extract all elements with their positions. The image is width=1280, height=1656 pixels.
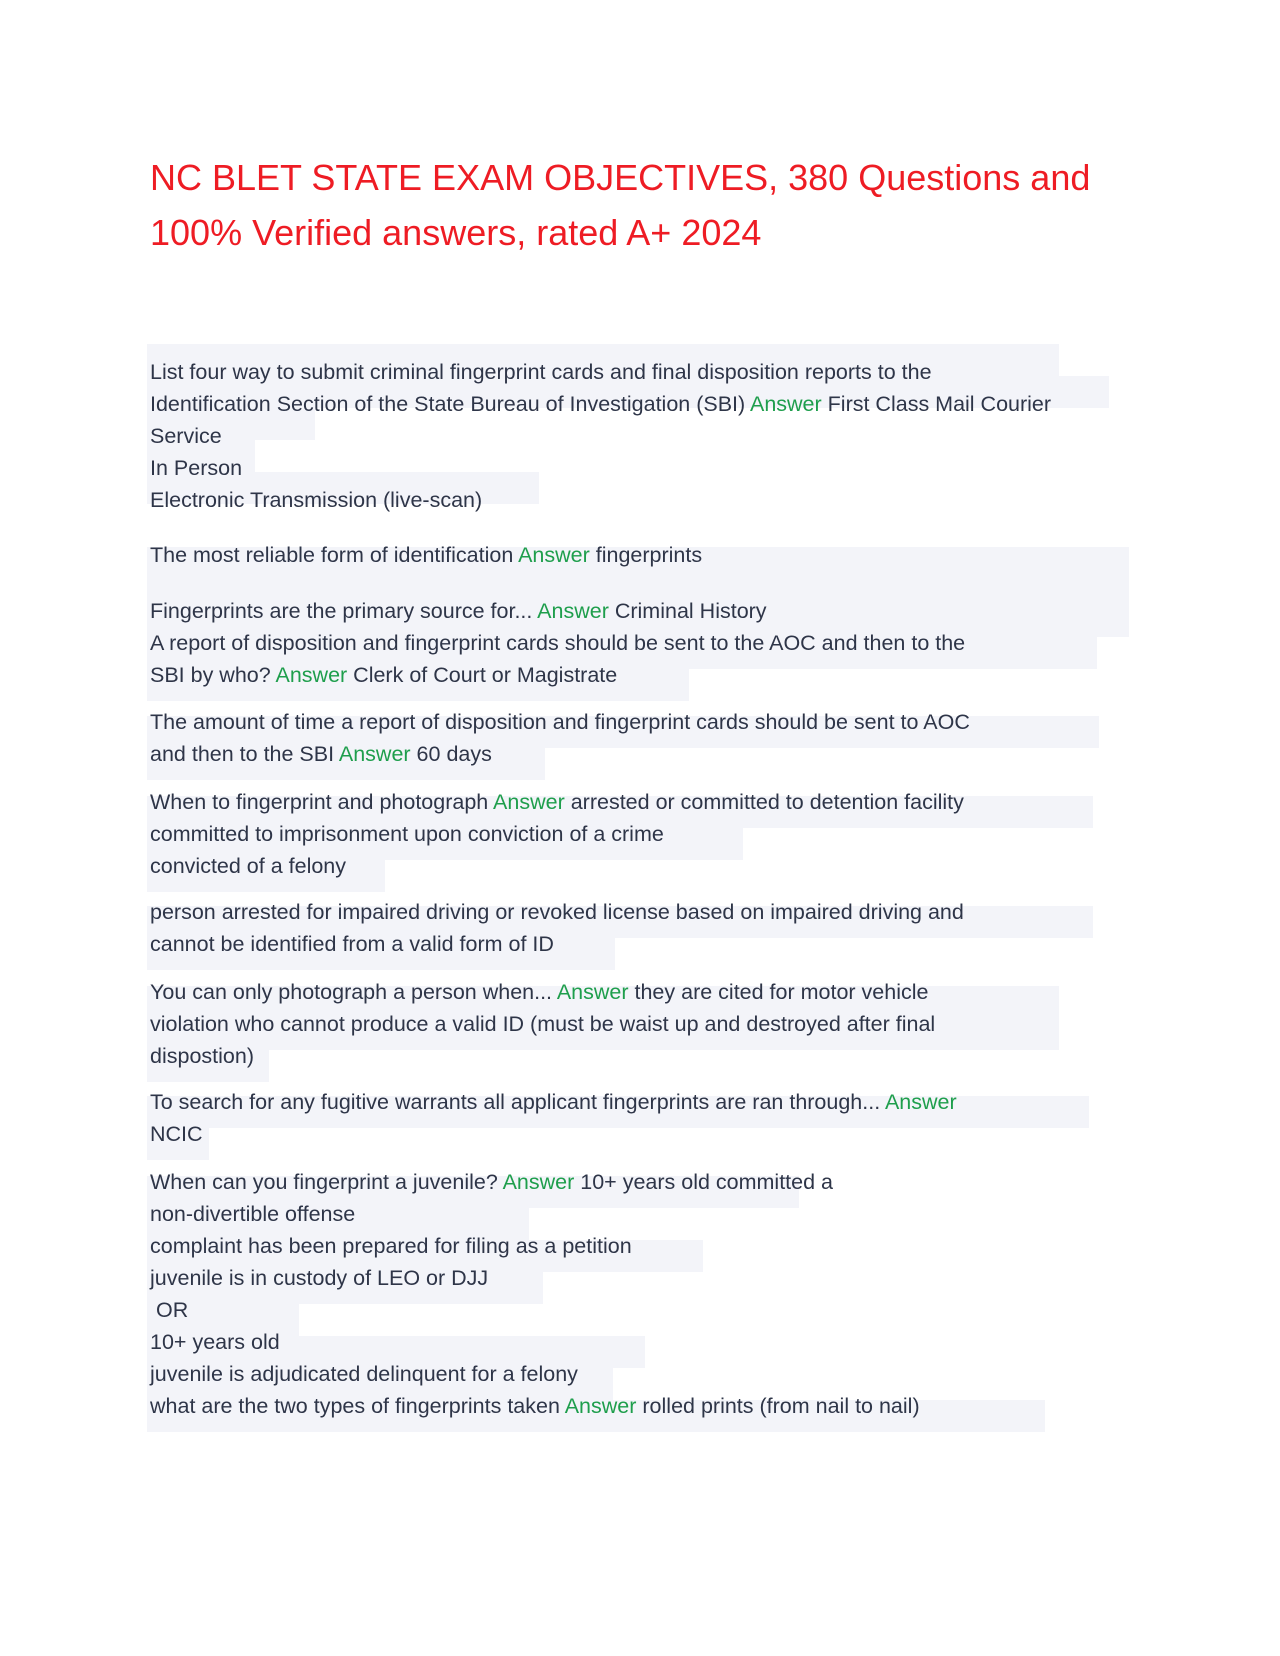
answer-text: they are cited for motor vehicle: [628, 980, 929, 1004]
qa-line: [150, 1087, 957, 1117]
question-text: To search for any fugitive warrants all applicant fingerprints are ran through...: [150, 1090, 885, 1114]
answer-label: Answer: [502, 1170, 575, 1194]
answer-text: dispostion): [150, 1044, 254, 1068]
answer-text: complaint has been prepared for filing as a petition: [150, 1234, 632, 1258]
answer-label: Answer: [537, 599, 609, 623]
qa-line: [150, 596, 767, 626]
qa-line: [150, 1167, 833, 1197]
qa-line: [150, 660, 617, 690]
qa-line: [150, 540, 702, 570]
question-text: SBI by who?: [150, 663, 276, 687]
answer-text: juvenile is in custody of LEO or DJJ: [150, 1266, 489, 1290]
answer-text: Service: [150, 424, 222, 448]
question-text: what are the two types of fingerprints taken: [150, 1394, 565, 1418]
qa-line: [150, 977, 928, 1007]
answer-text: 60 days: [410, 742, 492, 766]
answer-text: cannot be identified from a valid form of ID: [150, 932, 554, 956]
question-text: The amount of time a report of disposition and fingerprint cards should be sent to AOC: [150, 710, 970, 734]
answer-text: 10+ years old committed a: [574, 1170, 834, 1194]
question-text: When to fingerprint and photograph: [150, 790, 494, 814]
answer-text: Clerk of Court or Magistrate: [347, 663, 618, 687]
question-text: Identification Section of the State Bureau of Investigation (SBI): [150, 392, 750, 416]
answer-text: committed to imprisonment upon conviction of a crime: [150, 822, 664, 846]
answer-text: First Class Mail Courier: [821, 392, 1052, 416]
question-text: The most reliable form of identification: [150, 543, 519, 567]
qa-line: [150, 739, 492, 769]
question-text: List four way to submit criminal fingerprint cards and final disposition reports to the: [150, 360, 932, 384]
answer-text: rolled prints (from nail to nail): [636, 1394, 920, 1418]
qa-line: [150, 389, 1051, 419]
qa-line: [150, 1391, 920, 1421]
answer-text: NCIC: [150, 1122, 203, 1146]
answer-text: Electronic Transmission (live-scan): [150, 488, 483, 512]
answer-text: juvenile is adjudicated delinquent for a felony: [150, 1362, 578, 1386]
answer-text: violation who cannot produce a valid ID (must be waist up and destroyed after final: [150, 1012, 936, 1036]
answer-text: person arrested for impaired driving or revoked license based on impaired driving and: [150, 900, 964, 924]
answer-label: Answer: [518, 543, 590, 567]
question-text: A report of disposition and fingerprint cards should be sent to the AOC and then to the: [150, 631, 966, 655]
answer-label: Answer: [564, 1394, 637, 1418]
answer-label: Answer: [556, 980, 629, 1004]
qa-line: [150, 787, 964, 817]
answer-text: fingerprints: [589, 543, 703, 567]
question-text: You can only photograph a person when...: [150, 980, 557, 1004]
question-text: When can you fingerprint a juvenile?: [150, 1170, 503, 1194]
answer-label: Answer: [493, 790, 565, 814]
answer-label: Answer: [338, 742, 411, 766]
title-line-1: NC BLET STATE EXAM OBJECTIVES, 380 Questions and: [150, 157, 1091, 198]
answer-label: Answer: [275, 663, 348, 687]
question-text: Fingerprints are the primary source for...: [150, 599, 538, 623]
answer-text: Criminal History: [608, 599, 767, 623]
answer-text: OR: [150, 1298, 189, 1322]
answer-text: In Person: [150, 456, 243, 480]
answer-label: Answer: [749, 392, 822, 416]
document-title: [150, 150, 1150, 260]
answer-label: Answer: [884, 1090, 957, 1114]
title-line-2: 100% Verified answers, rated A+ 2024: [150, 212, 762, 253]
answer-text: arrested or committed to detention facility: [564, 790, 964, 814]
answer-text: 10+ years old: [150, 1330, 280, 1354]
answer-text: convicted of a felony: [150, 854, 347, 878]
answer-text: non-divertible offense: [150, 1202, 356, 1226]
question-text: and then to the SBI: [150, 742, 339, 766]
